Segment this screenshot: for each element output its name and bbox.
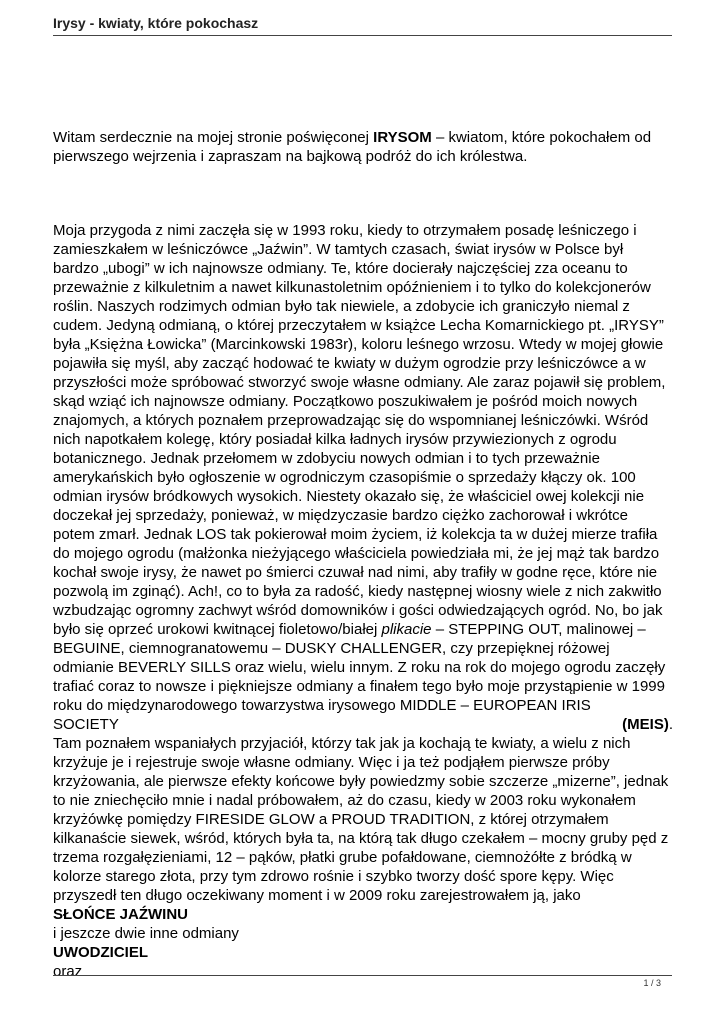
story-text-part1: Moja przygoda z nimi zaczęła się w 1993 roku, kiedy to otrzymałem posadę leśniczego i zamieszkałem w leśniczówce „Jaźwin”. W tamtych czasach, świat irysów w Polsce był bardzo „ubogi” w ich najnowsze odmiany. Te, które docierały najczęściej zza oceanu to przeważnie z kilkuletnim a nawet kilkunastoletnim opóźnieniem i to tylko do kolekcjonerów roślin. Naszych rodzimych odmian było tak niewiele, a zdobycie ich graniczyło niemal z cudem. Jedyną odmianą, o której przeczytałem w książce Lecha Komarnickiego pt. „IRYSY” była „Księżna Łowicka” (Marcinkowski 1983r), koloru leśnego wrzosu. Wtedy w mojej głowie pojawiła się myśl, aby zacząć hodować te kwiaty w dużym ogrodzie przy leśniczówce a w przyszłości może spróbować stworzyć swoje własne odmiany. Ale zaraz pojawił się problem, skąd wziąć ich najnowsze odmiany. Początkowo poszukiwałem je pośród moich nowych znajomych, a których poznałem przeprowadzając się do wspomnianej leśniczówki. Wśród nich napotkałem kolegę, który posiadał kilka ładnych irysów przywiezionych z ogrodu botanicznego. Jednak przełomem w zdobyciu nowych odmian i to tych przeważnie amerykańskich było ogłoszenie w ogrodniczym czasopiśmie o sprzedaży kłączy ok. 100 odmian irysów bródkowych wysokich. Niestety okazało się, że właściciel owej kolekcji nie doczekał jej sprzedaży, ponieważ, w międzyczasie bardzo ciężko zachorował i wkrótce potem zmarł. Jednak LOS tak pokierował moim życiem, iż kolekcja ta w dużej mierze trafiła do mojego ogrodu (małżonka nieżyjącego właściciela powiedziała mi, że jej mąż tak bardzo kochał swoje irysy, że nawet po śmierci czuwał nad nimi, aby trafiły w godne ręce, które nie pozwolą im zginąć). Ach!, co to była za radość, kiedy następnej wiosny wiele z nich zakwitło wzbudzając ogromny zachwyt wśród domowników i gości odwiedzających ogród. No, bo jak było się oprzeć urokowi kwitnącej fioletowo/białej (53, 222, 666, 638)
header-divider (53, 35, 672, 36)
meis-line (53, 715, 673, 734)
variety-name-slonce-jazwinu: SŁOŃCE JAŹWINU (53, 906, 188, 923)
story-text-part2: – STEPPING OUT, malinowej – BEGUINE, ciemnogranatowemu – DUSKY CHALLENGER, czy przepięknej różowej odmianie BEVERLY SILLS oraz wielu, wielu innym. Z roku na rok do mojego ogrodu zaczęły trafiać coraz to nowsze i piękniejsze odmiany a finałem tego było moje przystąpienie w 1999 roku do międzynarodowego towarzystwa irysowego MIDDLE – EUROPEAN IRIS (53, 621, 666, 714)
document-header-title: Irysy - kwiaty, które pokochasz (53, 15, 259, 31)
intro-paragraph (53, 128, 673, 166)
intro-text-before: Witam serdecznie na mojej stronie poświęconej (53, 129, 374, 146)
story-paragraph (53, 221, 673, 715)
footer-divider (53, 975, 672, 976)
story-section (53, 221, 673, 981)
society-word: SOCIETY (53, 716, 119, 733)
page-number: 1 / 3 (643, 978, 661, 988)
intro-text-after: – kwiatom, które pokochałem od pierwszego wejrzenia i zapraszam na bajkową podróż do ich królestwa. (53, 129, 652, 165)
story-italic-plikacie: plikacie (381, 621, 432, 638)
oraz-text: oraz (53, 963, 83, 980)
between-text: i jeszcze dwie inne odmiany (53, 925, 239, 942)
meis-period: . (668, 716, 673, 733)
story-paragraph-continued: Tam poznałem wspaniałych przyjaciół, którzy tak jak ja kochają te kwiaty, a wielu z nich krzyżuje je i rejestruje swoje własne odmiany. Więc i ja też podjąłem pierwsze próby krzyżowania, ale pierwsze efekty końcowe były powiedzmy sobie szczerze „mizerne”, jednak to nie zniechęciło mnie i nadal próbowałem, aż do czasu, kiedy w 2003 roku wykonałem krzyżówkę pomiędzy FIRESIDE GLOW a PROUD TRADITION, z której otrzymałem kilkanaście siewek, wśród, których była ta, na którą tak długo czekałem – mocny gruby pęd z trzema rozgałęzieniami, 12 – pąków, płatki grube pofałdowane, ciemnożółte z bródką w kolorze starego złota, przy tym zdrowo rośnie i szybko tworzy dość spore kępy. Więc przyszedł ten długo oczekiwany moment i w 2009 roku zarejestrowałem ją, jako (53, 735, 669, 904)
meis-abbreviation: (MEIS) (622, 716, 669, 733)
variety-name-uwodziciel: UWODZICIEL (53, 944, 148, 961)
intro-bold-irysom: IRYSOM (373, 129, 432, 146)
